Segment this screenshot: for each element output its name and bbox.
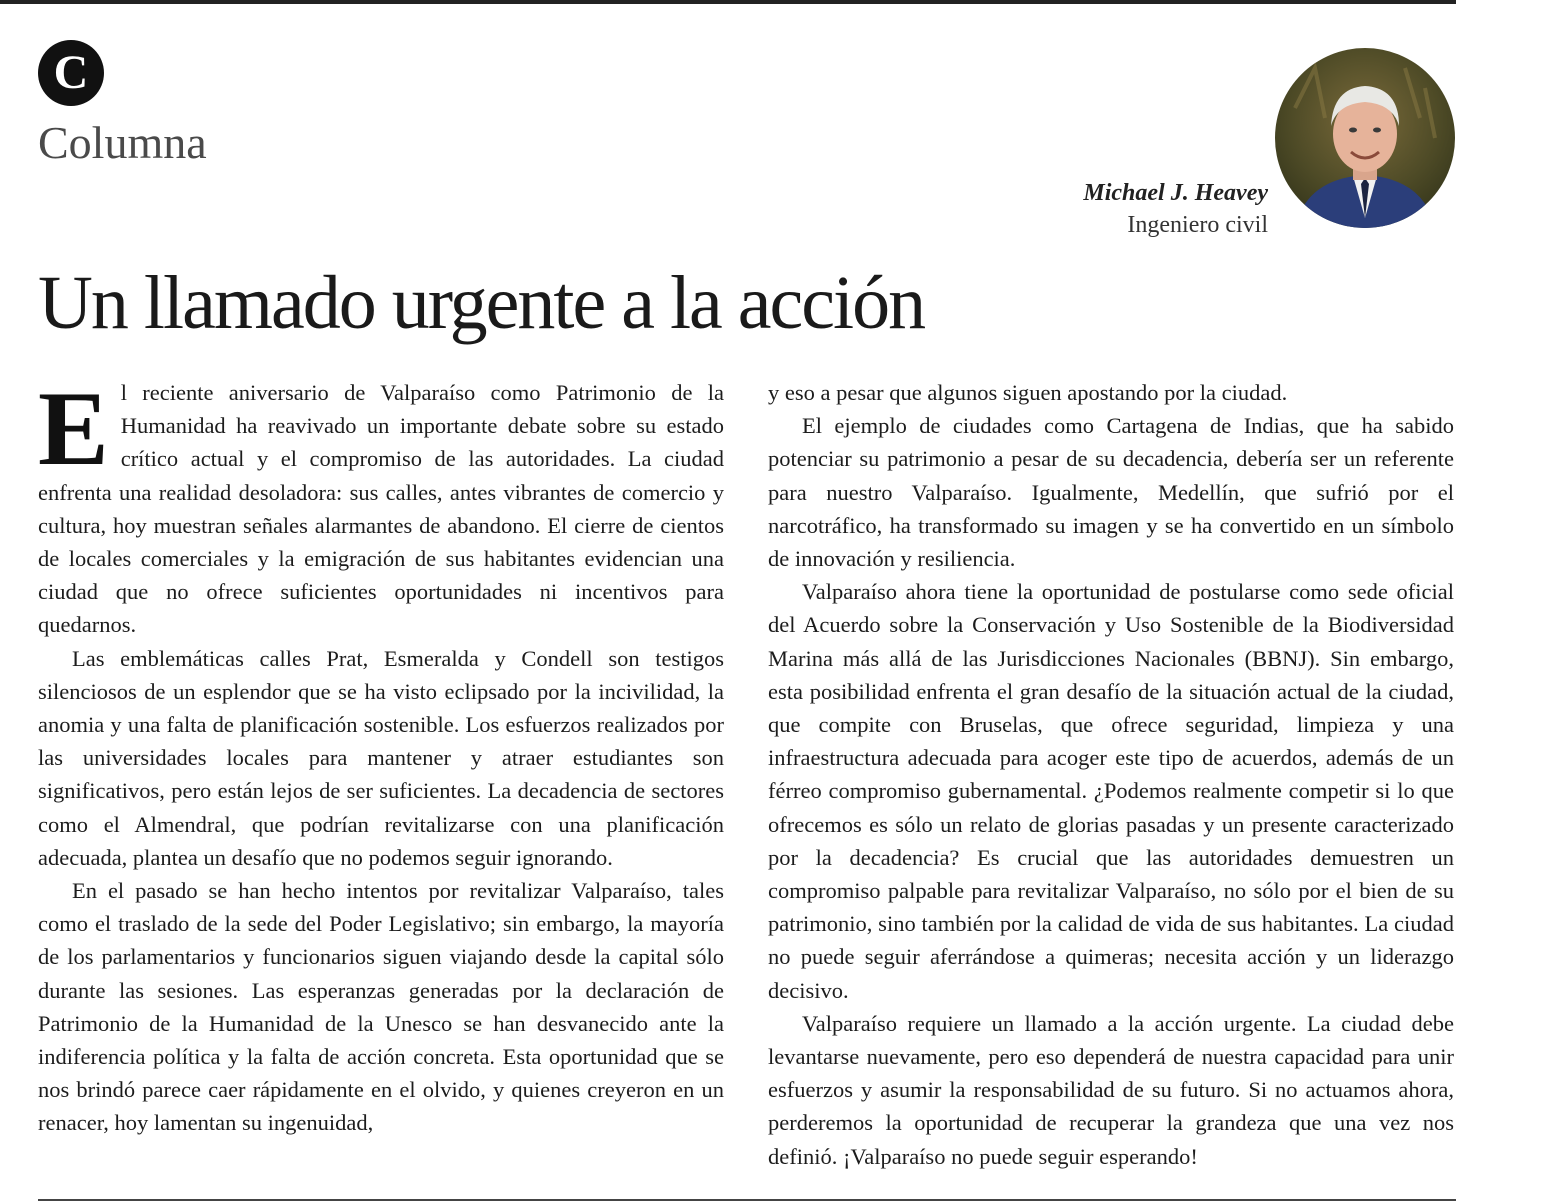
section-badge xyxy=(38,40,104,106)
article-paragraph: Valparaíso requiere un llamado a la acción urgente. La ciudad debe levantarse nuevamente, pero eso dependerá de nuestra capacidad para unir esfuerzos y asumir la responsabilidad de su futuro. Si no actuamos ahora, perderemos la oportunidad de recuperar la grandeza que una vez nos definió. ¡Valparaíso no puede seguir esperando! xyxy=(768,1010,1454,1169)
author-photo xyxy=(1275,48,1455,228)
author-role: Ingeniero civil xyxy=(1127,212,1268,238)
section-badge-letter: C xyxy=(53,46,89,99)
byline xyxy=(1083,178,1268,242)
bottom-rule xyxy=(38,1199,1456,1201)
article-paragraph: Las emblemáticas calles Prat, Esmeralda y Condell son testigos silenciosos de un esplendor que se ha visto eclipsado por la incivilidad, la anomia y una falta de planificación sostenible. Los esfuerzos realizados por las universidades locales para mantener y atraer estudiantes son significativos, pero están lejos de ser suficientes. La decadencia de sectores como el Almendral, que podrían revitalizarse con una planificación adecuada, plantea un desafío que no podemos seguir ignorando. xyxy=(38,645,724,870)
article-paragraph: y eso a pesar que algunos siguen apostando por la ciudad. xyxy=(768,380,1288,405)
top-rule xyxy=(0,0,1456,4)
drop-cap: E xyxy=(38,370,109,487)
article-paragraph: El ejemplo de ciudades como Cartagena de Indias, que ha sabido potenciar su patrimonio a pesar de su decadencia, debería ser un referente para nuestro Valparaíso. Igualmente, Medellín, que sufrió por el narcotráfico, ha transformado su imagen y se ha convertido en un símbolo de innovación y resiliencia. xyxy=(768,413,1454,572)
article-column-left xyxy=(38,370,724,1140)
article-column-right xyxy=(768,376,1454,1173)
article-paragraph: Valparaíso ahora tiene la oportunidad de postularse como sede oficial del Acuerdo sobre la Conservación y Uso Sostenible de la Biodiversidad Marina más allá de las Jurisdicciones Nacionales (BBNJ). Sin embargo, esta posibilidad enfrenta el gran desafío de la situación actual de la ciudad, que compite con Bruselas, que ofrece seguridad, limpieza y una infraestructura adecuada para acoger este tipo de acuerdos, además de un férreo compromiso gubernamental. ¿Podemos realmente competir si lo que ofrecemos es sólo un relato de glorias pasadas y un presente caracterizado por la decadencia? Es crucial que las autoridades demuestren un compromiso palpable para revitalizar Valparaíso, no sólo por el bien de su patrimonio, sino también por la calidad de vida de sus habitantes. La ciudad no puede seguir aferrándose a quimeras; necesita acción y un liderazgo decisivo. xyxy=(768,579,1454,1003)
article-paragraph: En el pasado se han hecho intentos por revitalizar Valparaíso, tales como el traslado de la sede del Poder Legislativo; sin embargo, la mayoría de los parlamentarios y funcionarios siguen viajando desde la capital sólo durante las sesiones. Las esperanzas generadas por la declaración de Patrimonio de la Humanidad de la Unesco se han desvanecido ante la indiferencia política y la falta de acción concreta. Esta oportunidad que se nos brindó parece caer rápidamente en el olvido, y quienes creyeron en un renacer, hoy lamentan su ingenuidad, xyxy=(38,878,724,1136)
author-name: Michael J. Heavey xyxy=(1083,180,1268,206)
headline: Un llamado urgente a la acción xyxy=(38,261,925,345)
section-label: Columna xyxy=(38,117,207,168)
article-paragraph-text: l reciente aniversario de Valparaíso como Patrimonio de la Humanidad ha reavivado un importante debate sobre su estado crítico actual y el compromiso de las autoridades. La ciudad enfrenta una realidad desoladora: sus calles, antes vibrantes de comercio y cultura, hoy muestran señales alarmantes de abandono. El cierre de cientos de locales comerciales y la emigración de sus habitantes evidencian una ciudad que no ofrece suficientes oportunidades ni incentivos para quedarnos. xyxy=(38,380,724,638)
article-paragraph xyxy=(38,370,724,642)
